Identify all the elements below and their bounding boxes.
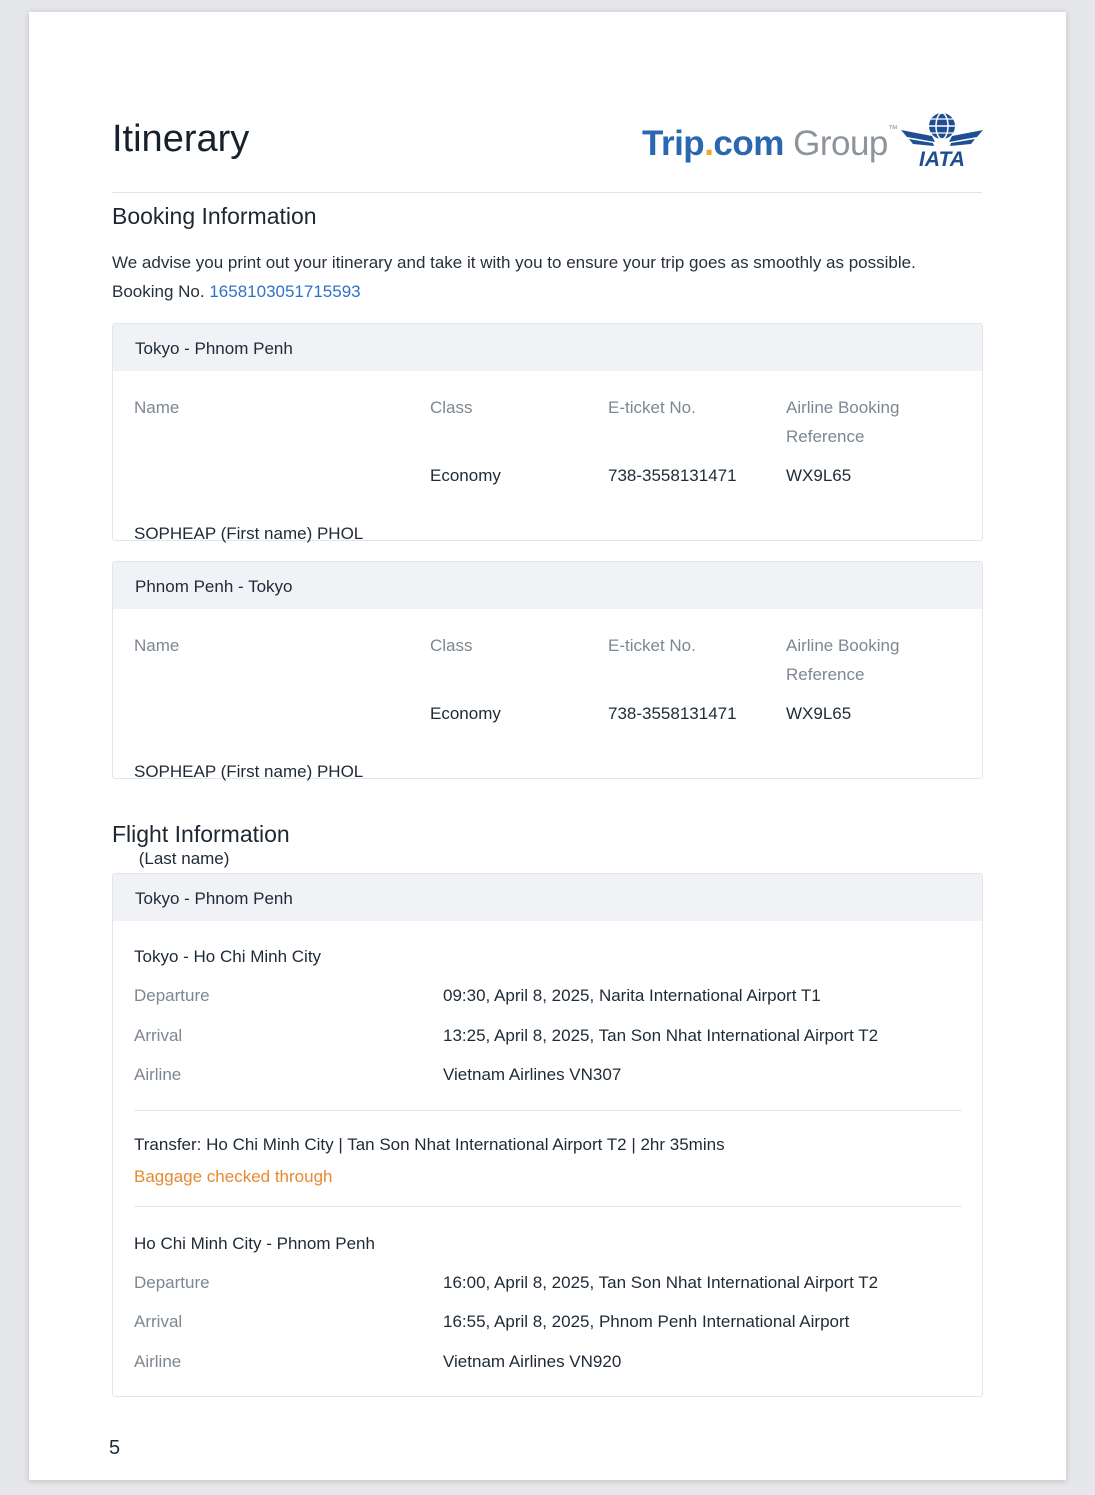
passenger-name-line2: (Last name) xyxy=(134,849,230,868)
arrival-label: Arrival xyxy=(134,1026,183,1045)
col-header-booking-ref xyxy=(786,393,899,451)
col-header-booking-ref-line1: Airline Booking xyxy=(786,398,900,417)
logo-trip-text: Trip xyxy=(642,124,705,163)
col-header-class: Class xyxy=(430,398,473,417)
leg-route: Tokyo - Ho Chi Minh City xyxy=(134,947,322,966)
flight-card xyxy=(112,873,983,1397)
col-header-name: Name xyxy=(134,636,180,655)
itinerary-page xyxy=(29,12,1066,1480)
page-header xyxy=(112,104,982,193)
advice-text: We advise you print out your itinerary and take it with you to ensure your trip goes as smoothly as possible. xyxy=(112,253,916,272)
airline-label: Airline xyxy=(134,1065,182,1084)
col-header-eticket: E-ticket No. xyxy=(608,398,696,417)
passenger-name-line1: SOPHEAP (First name) PHOL xyxy=(134,762,364,781)
airline-value: Vietnam Airlines VN307 xyxy=(443,1065,622,1084)
arrival-label: Arrival xyxy=(134,1312,183,1331)
booking-number-link[interactable]: 1658103051715593 xyxy=(209,282,361,301)
col-header-booking-ref-line2: Reference xyxy=(786,427,865,446)
booking-card-outbound xyxy=(112,323,983,541)
departure-label: Departure xyxy=(134,986,210,1005)
transfer-info: Transfer: Ho Chi Minh City | Tan Son Nhat International Airport T2 | 2hr 35mins xyxy=(134,1135,725,1154)
col-header-name: Name xyxy=(134,398,180,417)
booking-number-line xyxy=(112,277,916,306)
arrival-value: 13:25, April 8, 2025, Tan Son Nhat International Airport T2 xyxy=(443,1026,879,1045)
logo-dot: . xyxy=(704,124,714,163)
iata-logo-text: IATA xyxy=(919,148,965,168)
booking-advice xyxy=(112,248,916,306)
col-header-eticket: E-ticket No. xyxy=(608,636,696,655)
departure-value: 09:30, April 8, 2025, Narita International Airport T1 xyxy=(443,986,821,1005)
eticket-number: 738-3558131471 xyxy=(608,704,737,723)
col-header-booking-ref-line1: Airline Booking xyxy=(786,636,900,655)
col-header-booking-ref xyxy=(786,631,899,689)
iata-logo-icon xyxy=(899,110,985,168)
booking-section-title: Booking Information xyxy=(112,203,317,229)
passenger-name-line1: SOPHEAP (First name) PHOL xyxy=(134,524,364,543)
arrival-value: 16:55, April 8, 2025, Phnom Penh International Airport xyxy=(443,1312,850,1331)
booking-card-route: Phnom Penh - Tokyo xyxy=(113,562,982,609)
departure-label: Departure xyxy=(134,1273,210,1292)
logo-com-text: com xyxy=(713,124,784,163)
eticket-number: 738-3558131471 xyxy=(608,466,737,485)
baggage-status: Baggage checked through xyxy=(134,1167,333,1186)
airline-booking-ref: WX9L65 xyxy=(786,704,852,723)
booking-number-label: Booking No. xyxy=(112,282,210,301)
departure-value: 16:00, April 8, 2025, Tan Son Nhat International Airport T2 xyxy=(443,1273,879,1292)
flight-card-route: Tokyo - Phnom Penh xyxy=(113,874,982,921)
airline-label: Airline xyxy=(134,1352,182,1371)
flight-section-title: Flight Information xyxy=(112,821,290,847)
logo-group-text: Group xyxy=(783,124,888,163)
col-header-class: Class xyxy=(430,636,473,655)
divider xyxy=(134,1206,962,1207)
leg-route: Ho Chi Minh City - Phnom Penh xyxy=(134,1234,375,1253)
booking-card-route: Tokyo - Phnom Penh xyxy=(113,324,982,371)
airline-value: Vietnam Airlines VN920 xyxy=(443,1352,622,1371)
travel-class: Economy xyxy=(430,466,501,485)
logo-tm: ™ xyxy=(887,124,898,135)
col-header-booking-ref-line2: Reference xyxy=(786,665,865,684)
page-title: Itinerary xyxy=(112,118,250,160)
trip-com-group-logo xyxy=(642,124,897,164)
airline-booking-ref: WX9L65 xyxy=(786,466,852,485)
page-number: 5 xyxy=(109,1437,121,1459)
divider xyxy=(134,1110,962,1111)
travel-class: Economy xyxy=(430,704,501,723)
